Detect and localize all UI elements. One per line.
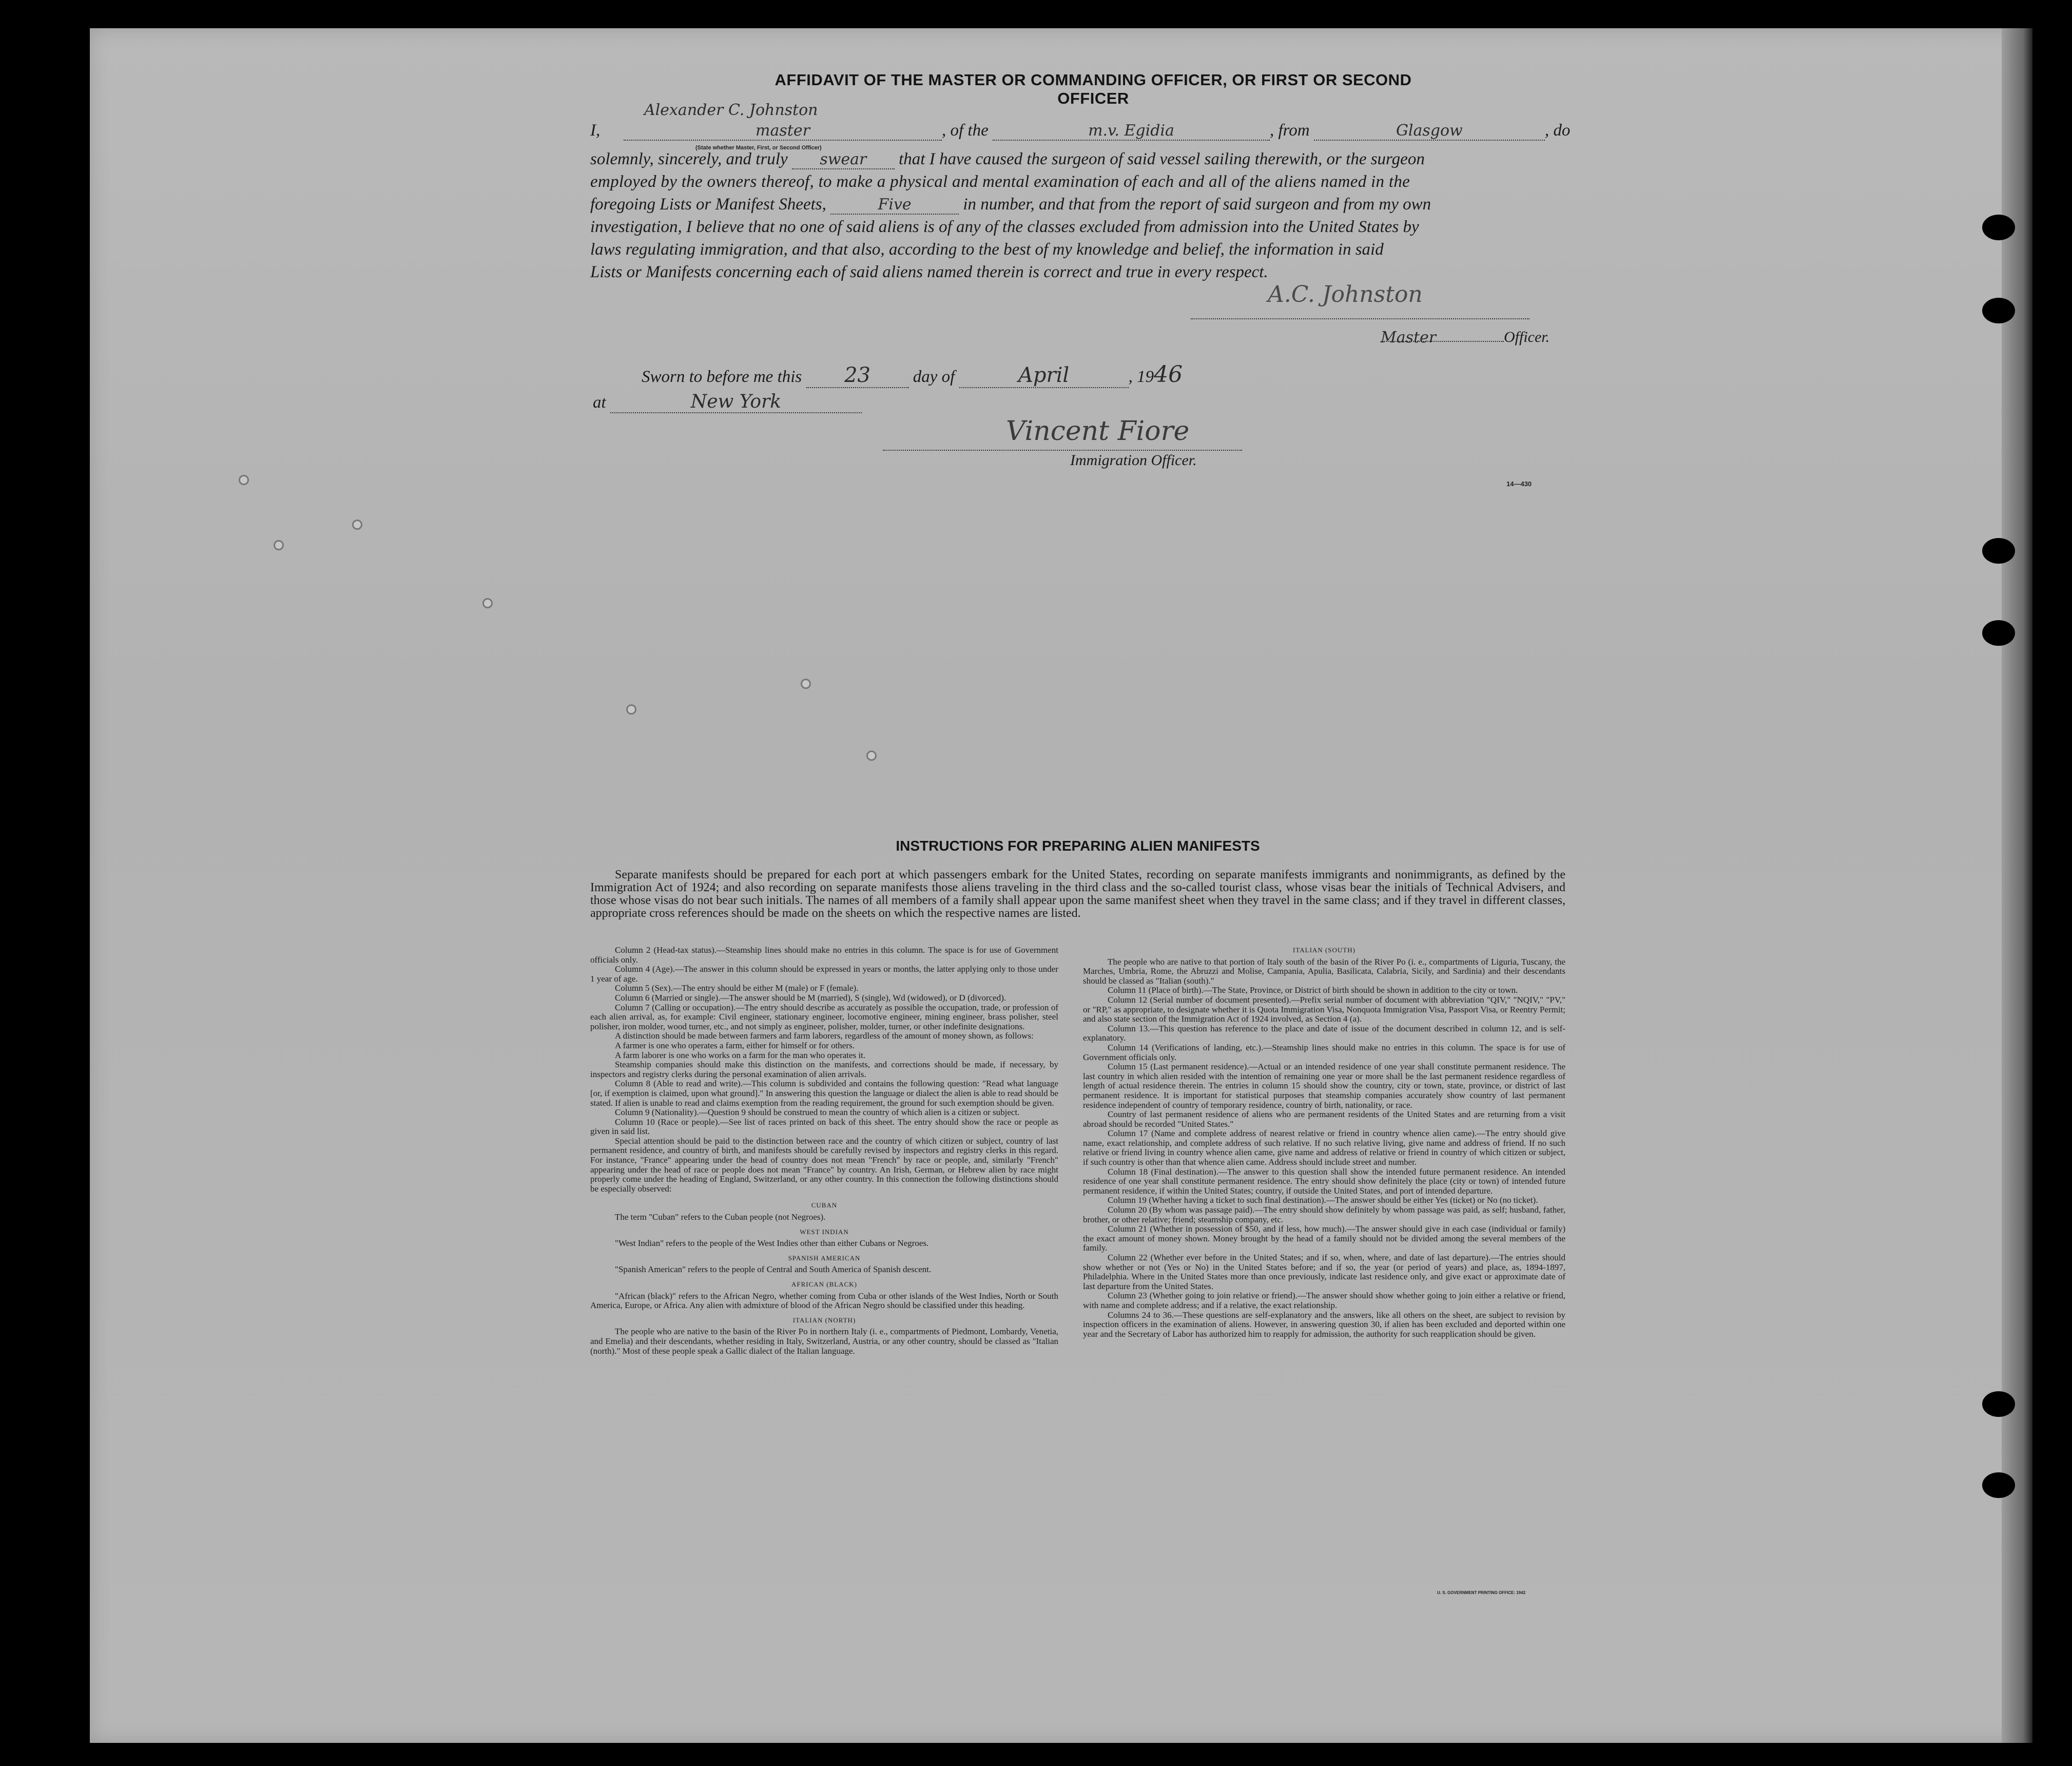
instruction-paragraph: The term "Cuban" refers to the Cuban people (not Negroes). [615, 1212, 826, 1222]
from-label: , from [1269, 121, 1310, 140]
punch-hole [1982, 620, 2015, 646]
affidavit-title: AFFIDAVIT OF THE MASTER OR COMMANDING OFFICER, OR FIRST OR SECOND OFFICER [774, 71, 1412, 107]
punch-hole [1982, 1472, 2015, 1498]
sheets-field [830, 196, 959, 215]
officer-title-value: Master [1381, 329, 1437, 347]
month-value: April [1018, 363, 1070, 387]
punch-hole [1982, 298, 2015, 323]
instructions-right-column [1083, 946, 1565, 1339]
instruction-paragraph: The people who are native to that portion of Italy south of the basin of the River Po (i. e., compartments of Liguria, Tuscany, the Marches, Umbria, Rome, the Abruzzi and Molise, Campania, Apulia, Basilicata, Calabria, Sicily, and Sardinia) and their descendants should be classed as "Italian (south)." [1083, 956, 1565, 986]
instruction-paragraph: Column 17 (Name and complete address of nearest relative or friend in country whence alien came).—The entry should give name, exact relationship, and complete address of such relative. If no such relative living, give name and address of friend. If no such relative or friend living in country whence alien came, give name and address of relative or friend in country of which citizen or subject, if such country is other than that whence alien came. Address should include street and number. [1083, 1128, 1565, 1167]
section-heading-west-indian: WEST INDIAN [800, 1227, 849, 1236]
section-heading-african: AFRICAN (BLACK) [791, 1280, 858, 1288]
intro-text: Separate manifests should be prepared for each port at which passengers embark for the United States, recording on separate manifests immigrants and nonimmigrants, as defined by the Immigration Act of 1924; and also recording on separate manifests those aliens traveling in the third class and the so-called tourist class, whose visas bear the initials of Technical Advisers, and those whose visas do not bear such initials. The names of all members of a family shall appear upon the same manifest sheet when they travel in the same class; and if they travel in different classes, appropriate cross references should be made on the sheets on which the respective names are listed. [590, 868, 1565, 920]
vessel-field [993, 122, 1270, 141]
paper-speck [482, 598, 493, 608]
instruction-paragraph: "African (black)" refers to the African Negro, whether coming from Cuba or other islands of the West Indies, North or South America, Europe, or Africa. Any alien with admixture of blood of the African Negro should be classified under this heading. [590, 1291, 1058, 1311]
affidavit-line-7: Lists or Manifests concerning each of said aliens named therein is correct and true in every respect. [590, 263, 1268, 281]
sworn-text-a: Sworn to before me this [642, 368, 802, 386]
signature-line [1191, 313, 1529, 319]
rank-note: (State whether Master, First, or Second Officer) [695, 145, 822, 151]
instruction-paragraph: Column 12 (Serial number of document presented).—Prefix serial number of document with abbreviation "QIV," "NQIV," "PV," or "RP," as appropriate, to designate whether it is Quota Immigration Visa, Nonquota Immigration Visa, Passport Visa, or Reentry Permit; and also state section of the Immigration Act of 1924 involved, as Section 4 (a). [1083, 994, 1565, 1024]
at-line [593, 391, 862, 413]
instruction-paragraph: Column 14 (Verifications of landing, etc.).—Steamship lines should make no entries in this column. The space is for use of Government officials only. [1083, 1042, 1565, 1062]
immigration-officer-label: Immigration Officer. [1070, 452, 1197, 469]
instruction-paragraph: Column 4 (Age).—The answer in this column should be expressed in years or months, the latter applying only to those under 1 year of age. [590, 964, 1058, 984]
instructions-title: INSTRUCTIONS FOR PREPARING ALIEN MANIFESTS [896, 838, 1260, 854]
instruction-paragraph: Column 20 (By whom was passage paid).—The entry should show definitely by whom passage was paid, as self; husband, father, brother, or other relative; friend; steamship company, etc. [1083, 1205, 1565, 1224]
month-field [959, 363, 1129, 388]
instruction-paragraph: Country of last permanent residence of aliens who are permanent residents of the United States and are returning from a visit abroad should be recorded "United States." [1083, 1109, 1565, 1129]
sworn-text-b: day of [913, 368, 955, 386]
instruction-paragraph: Column 9 (Nationality).—Question 9 should be construed to mean the country of which alien is a citizen or subject. [615, 1107, 1020, 1118]
master-name-field [624, 101, 942, 141]
instruction-paragraph: Column 11 (Place of birth).—The State, Province, or District of birth should be shown in addition to the city or town. [1108, 985, 1518, 995]
section-heading-italian-north: ITALIAN (NORTH) [792, 1316, 856, 1324]
oath-field [792, 150, 895, 169]
instruction-paragraph: Column 8 (Able to read and write).—This column is subdivided and contains the following question: "Read what language [or, if exemption is claimed, upon what ground]." In answering this question the language or dialect the alien is able to read should be stated. If alien is unable to read and claims exemption from the reading requirement, the ground for such exemption should be given. [590, 1079, 1058, 1108]
paper-speck [626, 704, 636, 715]
form-code: 14—430 [1506, 480, 1532, 488]
printer-imprint: U. S. GOVERNMENT PRINTING OFFICE: 1942 [1437, 1590, 1526, 1595]
section-heading-italian-south: ITALIAN (SOUTH) [1293, 946, 1355, 954]
affidavit-line-6: laws regulating immigration, and that also, according to the best of my knowledge and belief, the information in said [590, 240, 1384, 259]
affidavit-line-3: employed by the owners thereof, to make a physical and mental examination of each and all of the aliens named in the [590, 172, 1410, 191]
sheets-value: Five [878, 196, 912, 214]
place-value: New York [690, 391, 782, 412]
instruction-paragraph: Column 22 (Whether ever before in the United States; and if so, when, where, and date of last departure).—The entries should show whether or not (Yes or No) in the United States before; and if so, the year (or period of years) and place, as, 1894-1897, Philadelphia. Where in the United States more than once previously, indicate last residence only, and give exact or approximate date of last departure from the United States. [1083, 1253, 1565, 1291]
port-field [1314, 122, 1545, 141]
officer-title-field [1381, 329, 1504, 347]
day-field [806, 363, 909, 388]
oath-value: swear [820, 150, 867, 168]
instruction-paragraph: "West Indian" refers to the people of the West Indies other than either Cubans or Negroes. [615, 1238, 929, 1249]
instruction-paragraph: Column 23 (Whether going to join relative or friend).—The answer should show whether going to join either a relative or friend, with name and complete address; and if a relative, the exact relationship. [1083, 1291, 1565, 1310]
immigration-signature: Vincent Fiore [1006, 416, 1190, 447]
instruction-paragraph: "Spanish American" refers to the people of Central and South America of Spanish descent. [615, 1264, 932, 1275]
affidavit-line-2 [590, 150, 1425, 169]
instruction-paragraph: Column 6 (Married or single).—The answer should be M (married), S (single), Wd (widowed), or D (divorced). [615, 992, 1006, 1003]
paper-speck [274, 540, 284, 550]
rank-value: master [756, 122, 810, 140]
instruction-paragraph: Column 7 (Calling or occupation).—The entry should describe as accurately as possible the occupation, trade, or profession of each alien arrival, as, for example: Civil engineer, stationary engineer, locomotive engineer, mining engineer, brass polisher, steel polisher, iron molder, wood turner, etc., and not simply as engineer, polisher, molder, turner, or other indefinite designations. [590, 1002, 1058, 1031]
instruction-paragraph: Column 2 (Head-tax status).—Steamship lines should make no entries in this column. The space is for use of Government officials only. [590, 945, 1058, 965]
affidavit-line-5: investigation, I believe that no one of said aliens is of any of the classes excluded from admission into the United States by [590, 218, 1419, 236]
pre-name: I, [590, 121, 601, 140]
year-value: 46 [1154, 361, 1183, 388]
punch-hole [1982, 538, 2015, 564]
instructions-intro [590, 869, 1565, 920]
paper-speck [801, 679, 811, 689]
line4-text-b: in number, and that from the report of said surgeon and from my own [963, 195, 1431, 214]
punch-hole [1982, 1391, 2015, 1417]
instruction-paragraph: The people who are native to the basin of the River Po in northern Italy (i. e., compartments of Piedmont, Lombardy, Venetia, and Emelia) and their descendants, whether residing in Italy, Switzerland, Austria, or any other country, should be classed as "Italian (north)." Most of these people speak a Gallic dialect of the Italian language. [590, 1327, 1058, 1356]
instruction-paragraph: Column 13.—This question has reference to the place and date of issue of the document described in column 12, and is self-explanatory. [1083, 1023, 1565, 1043]
affidavit-line-4 [590, 195, 1431, 215]
master-signature: A.C. Johnston [1268, 281, 1423, 308]
day-value: 23 [844, 363, 870, 387]
instruction-paragraph: Column 10 (Race or people).—See list of races printed on back of this sheet. The entry should show the race or people as given in said list. [590, 1117, 1058, 1137]
place-field [610, 391, 862, 413]
instruction-paragraph: Column 21 (Whether in possession of $50, and if less, how much).—The answer should give in each case (individual or family) the exact amount of money shown. Money brought by the head of a family should not be divided among the several members of the family. [1083, 1224, 1565, 1253]
paper-speck [866, 751, 877, 761]
of-the-label: , of the [942, 121, 989, 140]
sworn-line [642, 361, 1183, 388]
instruction-paragraph: Column 5 (Sex).—The entry should be either M (male) or F (female). [615, 983, 859, 993]
line2-text-b: that I have caused the surgeon of said vessel sailing therewith, or the surgeon [899, 150, 1425, 168]
vessel-value: m.v. Egidia [1088, 122, 1174, 140]
sworn-text-c: , 19 [1128, 368, 1154, 386]
affidavit-line-1 [590, 101, 1571, 141]
instructions-left-column [590, 946, 1058, 1356]
officer-label: Officer. [1504, 329, 1550, 345]
do-label: , do [1544, 121, 1571, 140]
at-label: at [593, 393, 606, 412]
instruction-paragraph: Columns 24 to 36.—These questions are self-explanatory and the answers, like all others on the sheet, are subject to revision by inspection officers in the examination of aliens. However, in answering question 30, if alien has been excluded and deported within one year and the Secretary of Labor has authorized him to reapply for admission, the authority for such reapplication should be given. [1083, 1310, 1565, 1339]
instruction-paragraph: Column 19 (Whether having a ticket to such final destination).—The answer should be either Yes (ticket) or No (no ticket). [1108, 1195, 1538, 1205]
section-heading-cuban: CUBAN [811, 1201, 838, 1210]
immigration-signature-line [883, 450, 1242, 451]
port-value: Glasgow [1396, 122, 1463, 140]
line4-text-a: foregoing Lists or Manifest Sheets, [590, 195, 826, 214]
paper-speck [352, 520, 362, 530]
instruction-paragraph: Special attention should be paid to the distinction between race and the country of which citizen or subject, country of last permanent residence, and country of birth, and manifests should be carefully revised by inspectors and registry clerks in this regard. For instance, "France" appearing under the head of country does not mean "French" by race or people, and, similarly "French" appearing under the head of race or people does not mean "France" by country. An Irish, German, or Hebrew alien by race might properly come under the heading of England, Switzerland, or any other country. In this connection the following distinctions should be especially observed: [590, 1136, 1058, 1194]
instruction-paragraph: Column 18 (Final destination).—The answer to this question shall show the intended future permanent residence. An intended residence of one year shall constitute permanent residence. The entry should show definitely the place (city or town) of intended future permanent residence, if within the United States; country, if outside the United States, and port of intended departure. [1083, 1166, 1565, 1196]
line2-text-a: solemnly, sincerely, and truly [590, 150, 788, 168]
section-heading-spanish-american: SPANISH AMERICAN [788, 1254, 861, 1262]
instruction-paragraph: Steamship companies should make this distinction on the manifests, and corrections should be made, if necessary, by inspectors and registry clerks during the personal examination of alien arrivals. [590, 1060, 1058, 1079]
instruction-paragraph: Column 15 (Last permanent residence).—Actual or an intended residence of one year shall constitute permanent residence. The last country in which alien resided with the intention of remaining one year or more shall be the last permanent residence regardless of length of actual residence therein. The entries in column 15 should show the country, city or town, state, province, or district of last permanent residence. It is important for statistical purposes that steamship companies accurately show country of last permanent residence independent of country of temporary residence, country of birth, nationality, or race. [1083, 1062, 1565, 1110]
master-name: Alexander C. Johnston [644, 101, 818, 119]
paper-speck [239, 475, 249, 485]
punch-hole [1982, 215, 2015, 240]
instruction-paragraph: A farmer is one who operates a farm, either for himself or for others. [615, 1040, 855, 1050]
instruction-paragraph: A distinction should be made between farmers and farm laborers, regardless of the amount of money shown, as follows: [615, 1031, 1034, 1041]
instruction-paragraph: A farm laborer is one who works on a farm for the man who operates it. [615, 1050, 866, 1060]
